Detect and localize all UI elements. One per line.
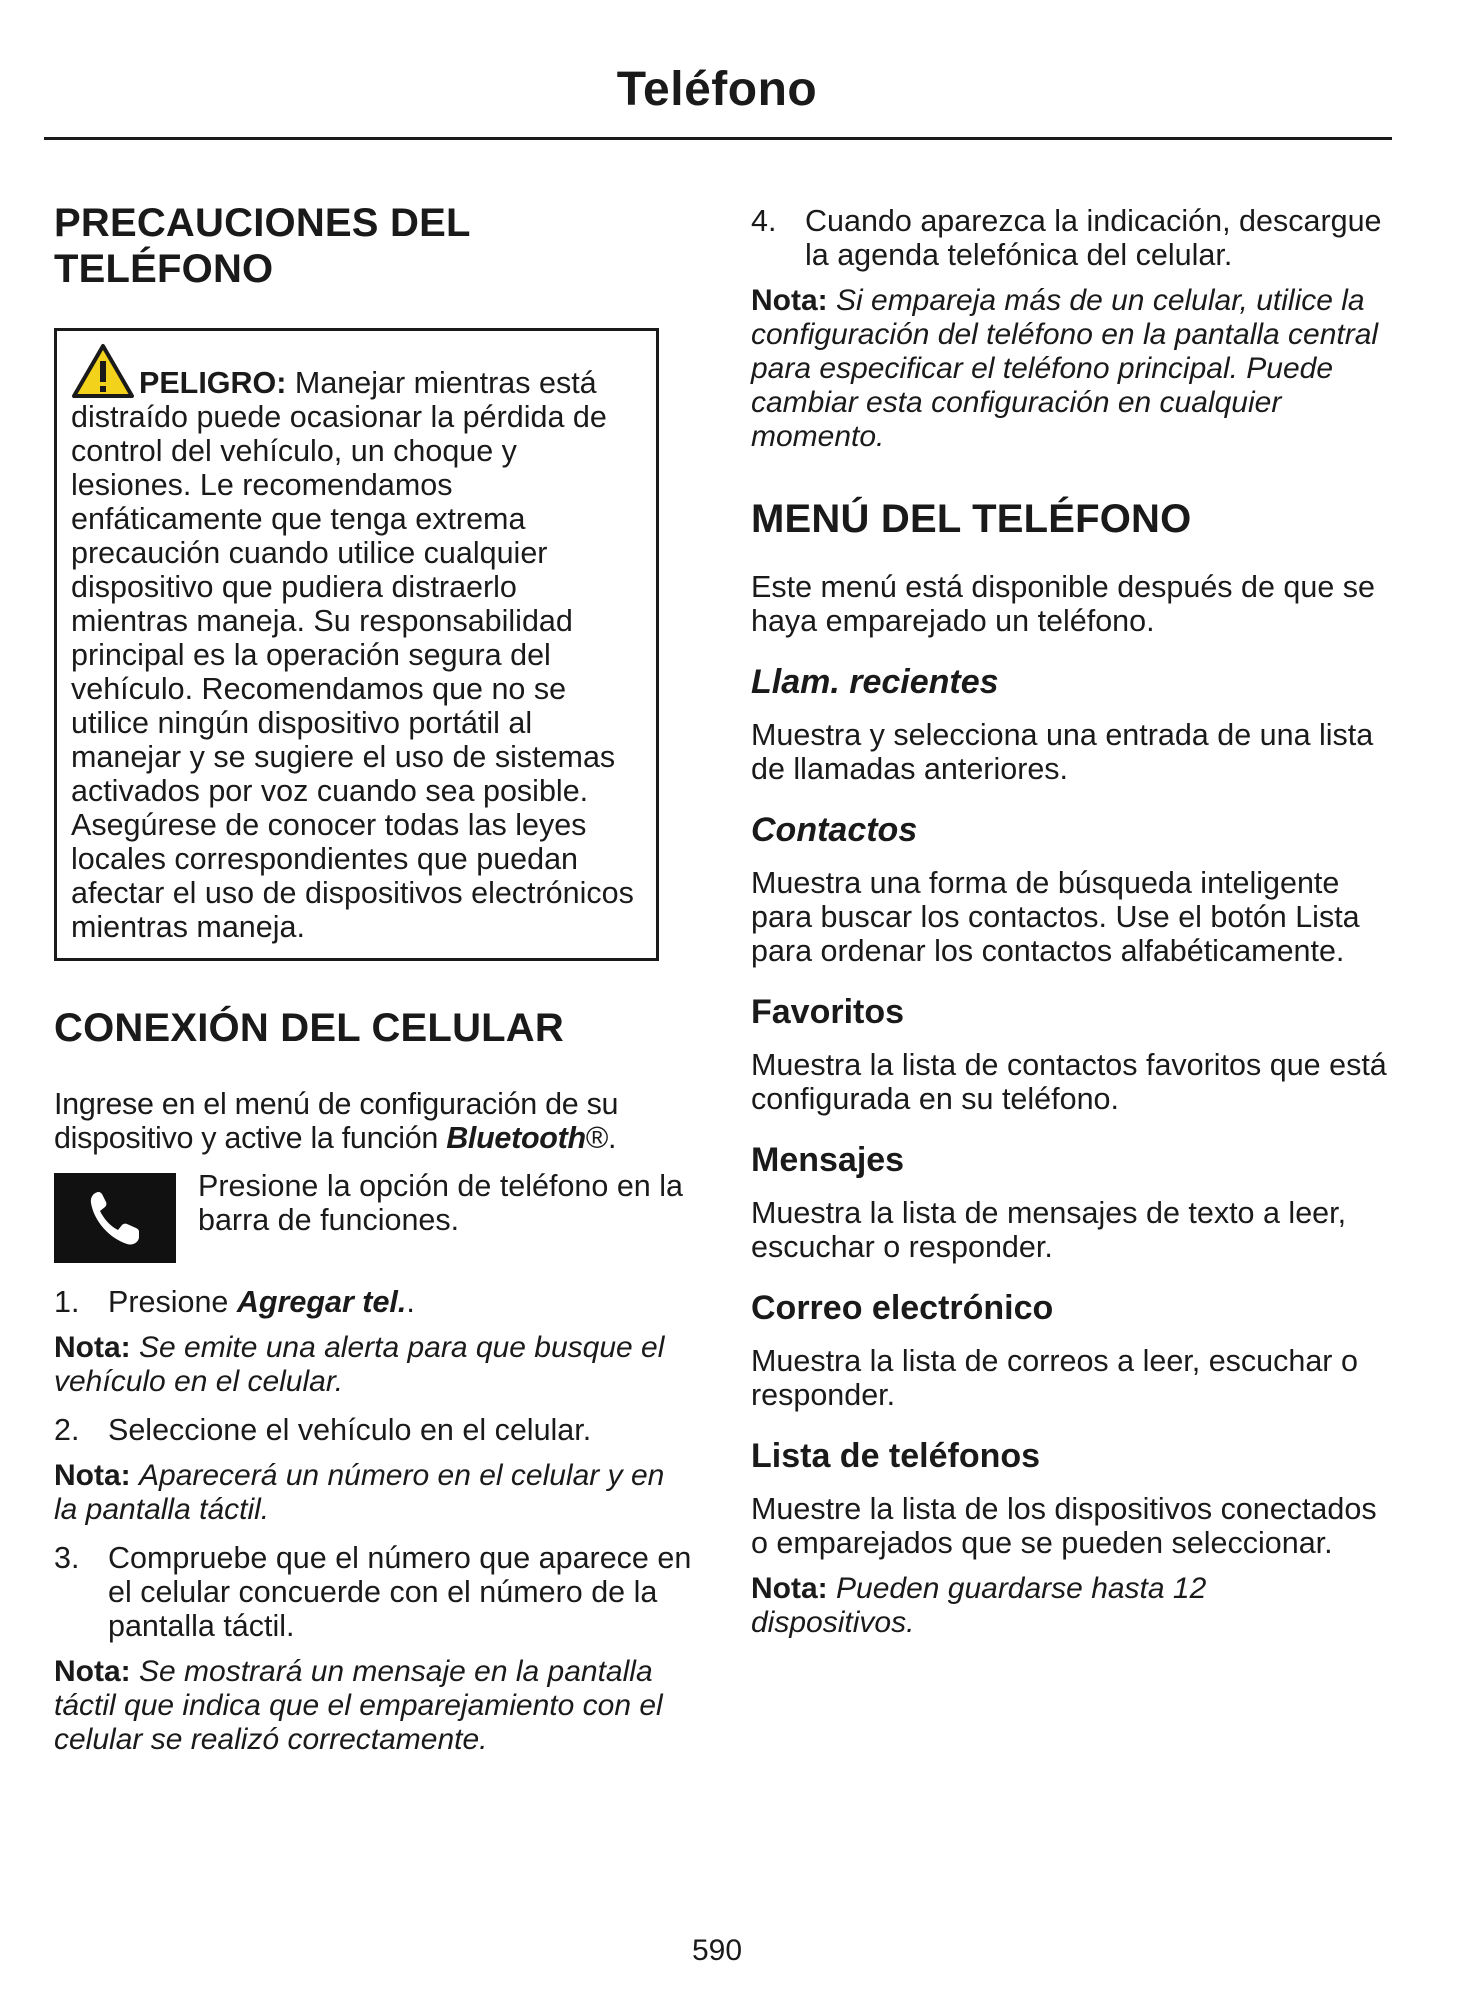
recent-calls-text: Muestra y selecciona una entrada de una lista de llamadas anteriores. xyxy=(751,718,1374,786)
menu-intro: Este menú está disponible después de que se haya emparejado un teléfono. xyxy=(751,570,1375,638)
favorites-heading: Favoritos xyxy=(751,993,905,1031)
note-1: Nota: Se emite una alerta para que busque el vehículo en el celular. xyxy=(54,1331,665,1398)
phones-list-text: Muestre la lista de los dispositivos conectados o emparejados que se pueden seleccionar. xyxy=(751,1492,1377,1560)
connection-heading: CONEXIÓN DEL CELULAR xyxy=(54,1006,564,1050)
step-3: 3. Compruebe que el número que aparece en el celular concuerde con el número de la pantalla táctil. xyxy=(54,1541,692,1643)
phone-option-row xyxy=(54,1169,694,1263)
contacts-heading: Contactos xyxy=(751,811,918,849)
connection-intro: Ingrese en el menú de configuración de su dispositivo y active la función Bluetooth®. xyxy=(54,1087,619,1155)
note-2: Nota: Aparecerá un número en el celular y en la pantalla táctil. xyxy=(54,1459,665,1526)
recent-calls-heading: Llam. recientes xyxy=(751,663,999,701)
messages-heading: Mensajes xyxy=(751,1141,905,1179)
warning-text: Manejar mientras está distraído puede ocasionar la pérdida de control del vehículo, un choque y lesiones. Le recomendamos enfáticamente que tenga extrema precaución cuando utilice cualquier dispositivo que pudiera distraerlo mientras maneja. Su responsabilidad principal es la operación segura del vehículo. Recomendamos que no se utilice ningún dispositivo portátil al manejar y se sugiere el uso de sistemas activados por voz cuando sea posible. Asegúrese de conocer todas las leyes locales correspondientes que puedan afectar el uso de dispositivos electrónicos mientras maneja. xyxy=(71,366,634,944)
step-4: 4. Cuando aparezca la indicación, descargue la agenda telefónica del celular. xyxy=(751,204,1382,272)
email-text: Muestra la lista de correos a leer, escuchar o responder. xyxy=(751,1344,1358,1412)
right-column xyxy=(751,204,1401,1640)
favorites-text: Muestra la lista de contactos favoritos que está configurada en su teléfono. xyxy=(751,1048,1387,1116)
note-4: Nota: Si empareja más de un celular, utilice la configuración del teléfono en la pantalla central para especificar el teléfono principal. Puede cambiar esta configuración en cualquier momento. xyxy=(751,284,1379,453)
warning-box xyxy=(54,328,659,961)
step-2: 2. Seleccione el vehículo en el celular. xyxy=(54,1413,592,1447)
warning-triangle-icon xyxy=(71,343,135,399)
page-title: Teléfono xyxy=(616,63,818,116)
email-heading: Correo electrónico xyxy=(751,1289,1054,1327)
left-column xyxy=(54,200,694,1757)
contacts-text: Muestra una forma de búsqueda inteligente para buscar los contactos. Use el botón Lista para ordenar los contactos alfabéticamente. xyxy=(751,866,1360,968)
menu-heading: MENÚ DEL TELÉFONO xyxy=(751,497,1192,541)
phones-list-heading: Lista de teléfonos xyxy=(751,1437,1041,1475)
step-1: 1. Presione Agregar tel.. xyxy=(54,1285,415,1319)
note-3: Nota: Se mostrará un mensaje en la pantalla táctil que indica que el emparejamiento con el celular se realizó correctamente. xyxy=(54,1655,663,1756)
messages-text: Muestra la lista de mensajes de texto a leer, escuchar o responder. xyxy=(751,1196,1347,1264)
page-number: 590 xyxy=(691,1934,743,1967)
note-5: Nota: Pueden guardarse hasta 12 dispositivos. xyxy=(751,1572,1207,1639)
warning-label: PELIGRO: xyxy=(139,366,287,400)
precautions-heading: PRECAUCIONES DEL TELÉFONO xyxy=(54,201,470,291)
phone-option-text: Presione la opción de teléfono en la barra de funciones. xyxy=(198,1169,683,1237)
phone-icon xyxy=(54,1173,176,1263)
header-divider xyxy=(44,137,1392,140)
